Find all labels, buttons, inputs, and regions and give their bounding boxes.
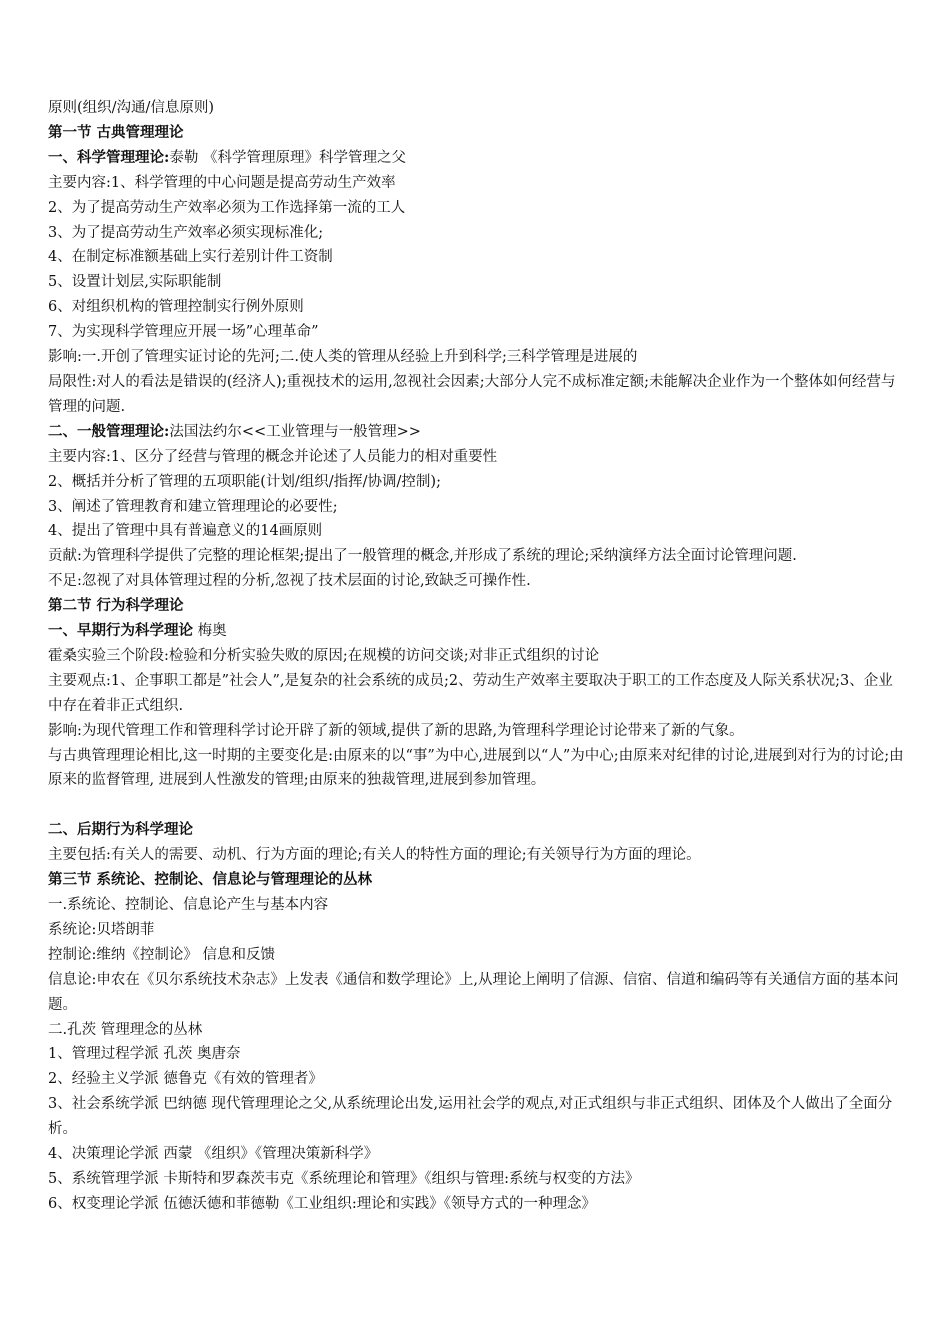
document-page xyxy=(48,96,906,1217)
text-line xyxy=(48,943,906,968)
text-line xyxy=(48,121,906,146)
text-line xyxy=(48,968,906,1018)
body-text: 主要包括:有关人的需要、动机、行为方面的理论;有关人的特性方面的理论;有关领导行为方面的理论。 xyxy=(48,847,701,864)
text-line xyxy=(48,1018,906,1043)
body-text: 信息论:申农在《贝尔系统技术杂志》上发表《通信和数学理论》上,从理论上阐明了信源、信宿、信道和编码等有关通信方面的基本问题。 xyxy=(48,971,899,1013)
text-line xyxy=(48,843,906,868)
body-text: 影响:为现代管理工作和管理科学讨论开辟了新的领域,提供了新的思路,为管理科学理论讨论带来了新的气象。 xyxy=(48,722,744,739)
text-line xyxy=(48,619,906,644)
text-line xyxy=(48,370,906,420)
text-line xyxy=(48,1167,906,1192)
body-text: 5、系统管理学派 卡斯特和罗森茨韦克《系统理论和管理》《组织与管理:系统与权变的方法》 xyxy=(48,1170,640,1187)
body-text: 5、设置计划层,实际职能制 xyxy=(48,274,222,291)
text-line xyxy=(48,495,906,520)
text-line xyxy=(48,818,906,843)
body-text: 一.系统论、控制论、信息论产生与基本内容 xyxy=(48,896,329,913)
body-text: 7、为实现科学管理应开展一场”心理革命” xyxy=(48,324,319,341)
body-text: 法国法约尔<<工业管理与一般管理>> xyxy=(169,423,421,440)
text-line xyxy=(48,1092,906,1142)
text-line xyxy=(48,644,906,669)
text-line xyxy=(48,1067,906,1092)
body-text: 3、为了提高劳动生产效率必须实现标准化; xyxy=(48,224,324,241)
text-line xyxy=(48,295,906,320)
text-line xyxy=(48,445,906,470)
text-line xyxy=(48,744,906,794)
body-text: 与古典管理理论相比,这一时期的主要变化是:由原来的以“事”为中心,进展到以“人”为中心;由原来对纪律的讨论,进展到对行为的讨论;由原来的监督管理, 进展到人性激发的管理;由原来的独裁管理,进展到参加管理。 xyxy=(48,747,904,789)
text-line xyxy=(48,868,906,893)
body-text: 4、决策理论学派 西蒙 《组织》《管理决策新科学》 xyxy=(48,1146,379,1163)
body-text: 主要观点:1、企事职工都是”社会人”,是复杂的社会系统的成员;2、劳动生产效率主要取决于职工的工作态度及人际关系状况;3、企业中存在着非正式组织. xyxy=(48,672,893,714)
text-line xyxy=(48,1042,906,1067)
text-line xyxy=(48,544,906,569)
heading-text: 第三节 系统论、控制论、信息论与管理理论的丛林 xyxy=(48,871,373,889)
body-text: 不足:忽视了对具体管理过程的分析,忽视了技术层面的讨论,致缺乏可操作性. xyxy=(48,573,531,590)
body-text: 4、在制定标准额基础上实行差别计件工资制 xyxy=(48,249,333,266)
body-text: 3、社会系统学派 巴纳德 现代管理理论之父,从系统理论出发,运用社会学的观点,对正式组织与非正式组织、团体及个人做出了全面分析。 xyxy=(48,1096,893,1138)
body-text: 2、为了提高劳动生产效率必须为工作选择第一流的工人 xyxy=(48,199,406,216)
text-line xyxy=(48,594,906,619)
body-text: 贡献:为管理科学提供了完整的理论框架;提出了一般管理的概念,并形成了系统的理论;采纳演绎方法全面讨论管理问题. xyxy=(48,548,797,565)
text-line xyxy=(48,345,906,370)
heading-text: 第一节 古典管理理论 xyxy=(48,123,184,141)
body-text: 二.孔茨 管理理念的丛林 xyxy=(48,1021,203,1038)
text-line xyxy=(48,669,906,719)
heading-text: 二、一般管理理论: xyxy=(48,422,170,440)
text-line xyxy=(48,420,906,445)
text-line xyxy=(48,470,906,495)
heading-text: 二、后期行为科学理论 xyxy=(48,821,193,839)
body-text: 系统论:贝塔朗菲 xyxy=(48,921,155,938)
body-text: 1、管理过程学派 孔茨 奥唐奈 xyxy=(48,1046,241,1063)
text-line xyxy=(48,719,906,744)
heading-text: 一、科学管理理论: xyxy=(48,148,170,166)
text-line xyxy=(48,1142,906,1167)
text-line xyxy=(48,96,906,121)
text-line xyxy=(48,146,906,171)
body-text: 局限性:对人的看法是错误的(经济人);重视技术的运用,忽视社会因素;大部分人完不成标准定额;未能解决企业作为一个整体如何经营与管理的问题. xyxy=(48,373,896,415)
heading-text: 一、早期行为科学理论 xyxy=(48,622,193,640)
body-text: 6、权变理论学派 伍德沃德和菲德勒《工业组织:理论和实践》《领导方式的一种理念》 xyxy=(48,1195,596,1212)
body-text: 4、提出了管理中具有普遍意义的14画原则 xyxy=(48,523,323,540)
text-line xyxy=(48,196,906,221)
body-text: 3、阐述了管理教育和建立管理理论的必要性; xyxy=(48,498,338,515)
body-text: 6、对组织机构的管理控制实行例外原则 xyxy=(48,299,304,316)
text-line xyxy=(48,1192,906,1217)
body-text: 霍桑实验三个阶段:检验和分析实验失败的原因;在规模的访问交谈;对非正式组织的讨论 xyxy=(48,647,600,664)
body-text: 梅奥 xyxy=(193,623,227,640)
body-text: 控制论:维纳《控制论》 信息和反馈 xyxy=(48,946,275,963)
text-line xyxy=(48,171,906,196)
text-line xyxy=(48,270,906,295)
text-line xyxy=(48,569,906,594)
body-text: 2、经验主义学派 德鲁克《有效的管理者》 xyxy=(48,1071,323,1088)
body-text: 泰勒 《科学管理原理》科学管理之父 xyxy=(169,149,406,166)
text-line xyxy=(48,221,906,246)
text-line xyxy=(48,245,906,270)
body-text: 原则(组织/沟通/信息原则) xyxy=(48,100,215,116)
blank-line xyxy=(48,793,906,818)
body-text: 主要内容:1、区分了经营与管理的概念并论述了人员能力的相对重要性 xyxy=(48,448,498,465)
body-text: 2、概括并分析了管理的五项职能(计划/组织/指挥/协调/控制); xyxy=(48,473,441,490)
body-text: 影响:一.开创了管理实证讨论的先河;二.使人类的管理从经验上升到科学;三科学管理是进展的 xyxy=(48,349,638,366)
heading-text: 第二节 行为科学理论 xyxy=(48,597,184,615)
text-line xyxy=(48,320,906,345)
text-line xyxy=(48,893,906,918)
text-line xyxy=(48,918,906,943)
text-line xyxy=(48,519,906,544)
body-text: 主要内容:1、科学管理的中心问题是提高劳动生产效率 xyxy=(48,174,396,191)
